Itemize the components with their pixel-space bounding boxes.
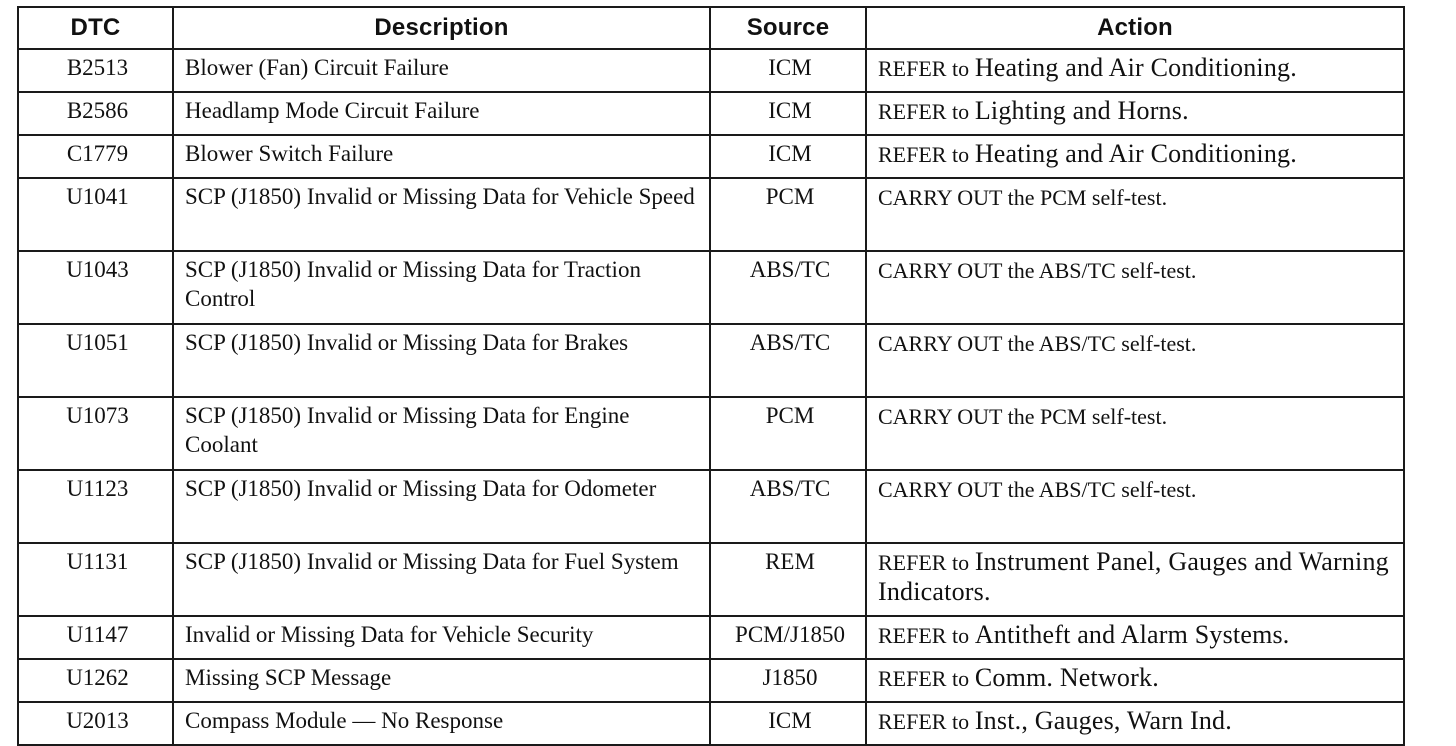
dtc-action: [866, 470, 1404, 543]
dtc-code: U2013: [18, 702, 173, 745]
dtc-table: [17, 6, 1405, 746]
action-instruction: REFER to: [878, 142, 970, 167]
dtc-action: [866, 92, 1404, 135]
action-reference: Inst., Gauges, Warn Ind.: [974, 706, 1232, 735]
table-header-row: [18, 7, 1404, 49]
dtc-description: Headlamp Mode Circuit Failure: [173, 92, 710, 135]
dtc-source: ABS/TC: [710, 470, 866, 543]
dtc-source: ICM: [710, 49, 866, 92]
dtc-action: [866, 324, 1404, 397]
action-instruction: REFER to: [878, 709, 970, 734]
dtc-code: U1041: [18, 178, 173, 251]
table-row: [18, 543, 1404, 616]
dtc-description: Invalid or Missing Data for Vehicle Security: [173, 616, 710, 659]
dtc-action: [866, 616, 1404, 659]
dtc-source: ICM: [710, 135, 866, 178]
table-row: [18, 251, 1404, 324]
dtc-source: PCM: [710, 178, 866, 251]
dtc-source: REM: [710, 543, 866, 616]
action-reference: Heating and Air Conditioning.: [974, 53, 1297, 82]
dtc-description: Missing SCP Message: [173, 659, 710, 702]
dtc-code: U1043: [18, 251, 173, 324]
action-instruction: REFER to: [878, 666, 970, 691]
header-action: Action: [866, 7, 1404, 49]
table-row: [18, 135, 1404, 178]
header-dtc: DTC: [18, 7, 173, 49]
header-source: Source: [710, 7, 866, 49]
dtc-action: [866, 135, 1404, 178]
action-instruction: CARRY OUT the ABS/TC self-test.: [878, 477, 1197, 502]
action-instruction: CARRY OUT the ABS/TC self-test.: [878, 258, 1197, 283]
table-row: [18, 49, 1404, 92]
dtc-description: SCP (J1850) Invalid or Missing Data for Traction Control: [173, 251, 710, 324]
dtc-source: J1850: [710, 659, 866, 702]
table-row: [18, 470, 1404, 543]
dtc-source: ABS/TC: [710, 324, 866, 397]
dtc-source: ICM: [710, 702, 866, 745]
action-instruction: REFER to: [878, 56, 970, 81]
dtc-code: U1051: [18, 324, 173, 397]
dtc-description: SCP (J1850) Invalid or Missing Data for Brakes: [173, 324, 710, 397]
action-instruction: REFER to: [878, 99, 970, 124]
dtc-code: U1147: [18, 616, 173, 659]
action-reference: Instrument Panel, Gauges and Warning Indicators.: [878, 547, 1389, 606]
action-instruction: CARRY OUT the PCM self-test.: [878, 404, 1168, 429]
table-row: [18, 324, 1404, 397]
dtc-action: [866, 702, 1404, 745]
dtc-source: PCM/J1850: [710, 616, 866, 659]
dtc-code: U1123: [18, 470, 173, 543]
dtc-code: B2513: [18, 49, 173, 92]
dtc-description: SCP (J1850) Invalid or Missing Data for Odometer: [173, 470, 710, 543]
dtc-code: B2586: [18, 92, 173, 135]
table-row: [18, 178, 1404, 251]
action-instruction: CARRY OUT the PCM self-test.: [878, 185, 1168, 210]
dtc-action: [866, 251, 1404, 324]
action-reference: Heating and Air Conditioning.: [974, 139, 1297, 168]
action-reference: Comm. Network.: [974, 663, 1159, 692]
table-row: [18, 616, 1404, 659]
dtc-description: Blower (Fan) Circuit Failure: [173, 49, 710, 92]
header-description: Description: [173, 7, 710, 49]
action-reference: Lighting and Horns.: [974, 96, 1189, 125]
dtc-description: SCP (J1850) Invalid or Missing Data for Vehicle Speed: [173, 178, 710, 251]
table-row: [18, 659, 1404, 702]
dtc-action: [866, 659, 1404, 702]
dtc-description: SCP (J1850) Invalid or Missing Data for Fuel System: [173, 543, 710, 616]
action-instruction: REFER to: [878, 550, 970, 575]
action-reference: Antitheft and Alarm Systems.: [974, 620, 1290, 649]
table-row: [18, 92, 1404, 135]
action-instruction: CARRY OUT the ABS/TC self-test.: [878, 331, 1197, 356]
dtc-code: U1131: [18, 543, 173, 616]
dtc-source: ICM: [710, 92, 866, 135]
action-instruction: REFER to: [878, 623, 970, 648]
dtc-action: [866, 178, 1404, 251]
dtc-description: Compass Module — No Response: [173, 702, 710, 745]
table-row: [18, 702, 1404, 745]
dtc-code: U1262: [18, 659, 173, 702]
dtc-description: Blower Switch Failure: [173, 135, 710, 178]
dtc-action: [866, 397, 1404, 470]
table-row: [18, 397, 1404, 470]
dtc-source: PCM: [710, 397, 866, 470]
dtc-action: [866, 49, 1404, 92]
dtc-action: [866, 543, 1404, 616]
dtc-code: U1073: [18, 397, 173, 470]
dtc-source: ABS/TC: [710, 251, 866, 324]
dtc-description: SCP (J1850) Invalid or Missing Data for Engine Coolant: [173, 397, 710, 470]
dtc-code: C1779: [18, 135, 173, 178]
